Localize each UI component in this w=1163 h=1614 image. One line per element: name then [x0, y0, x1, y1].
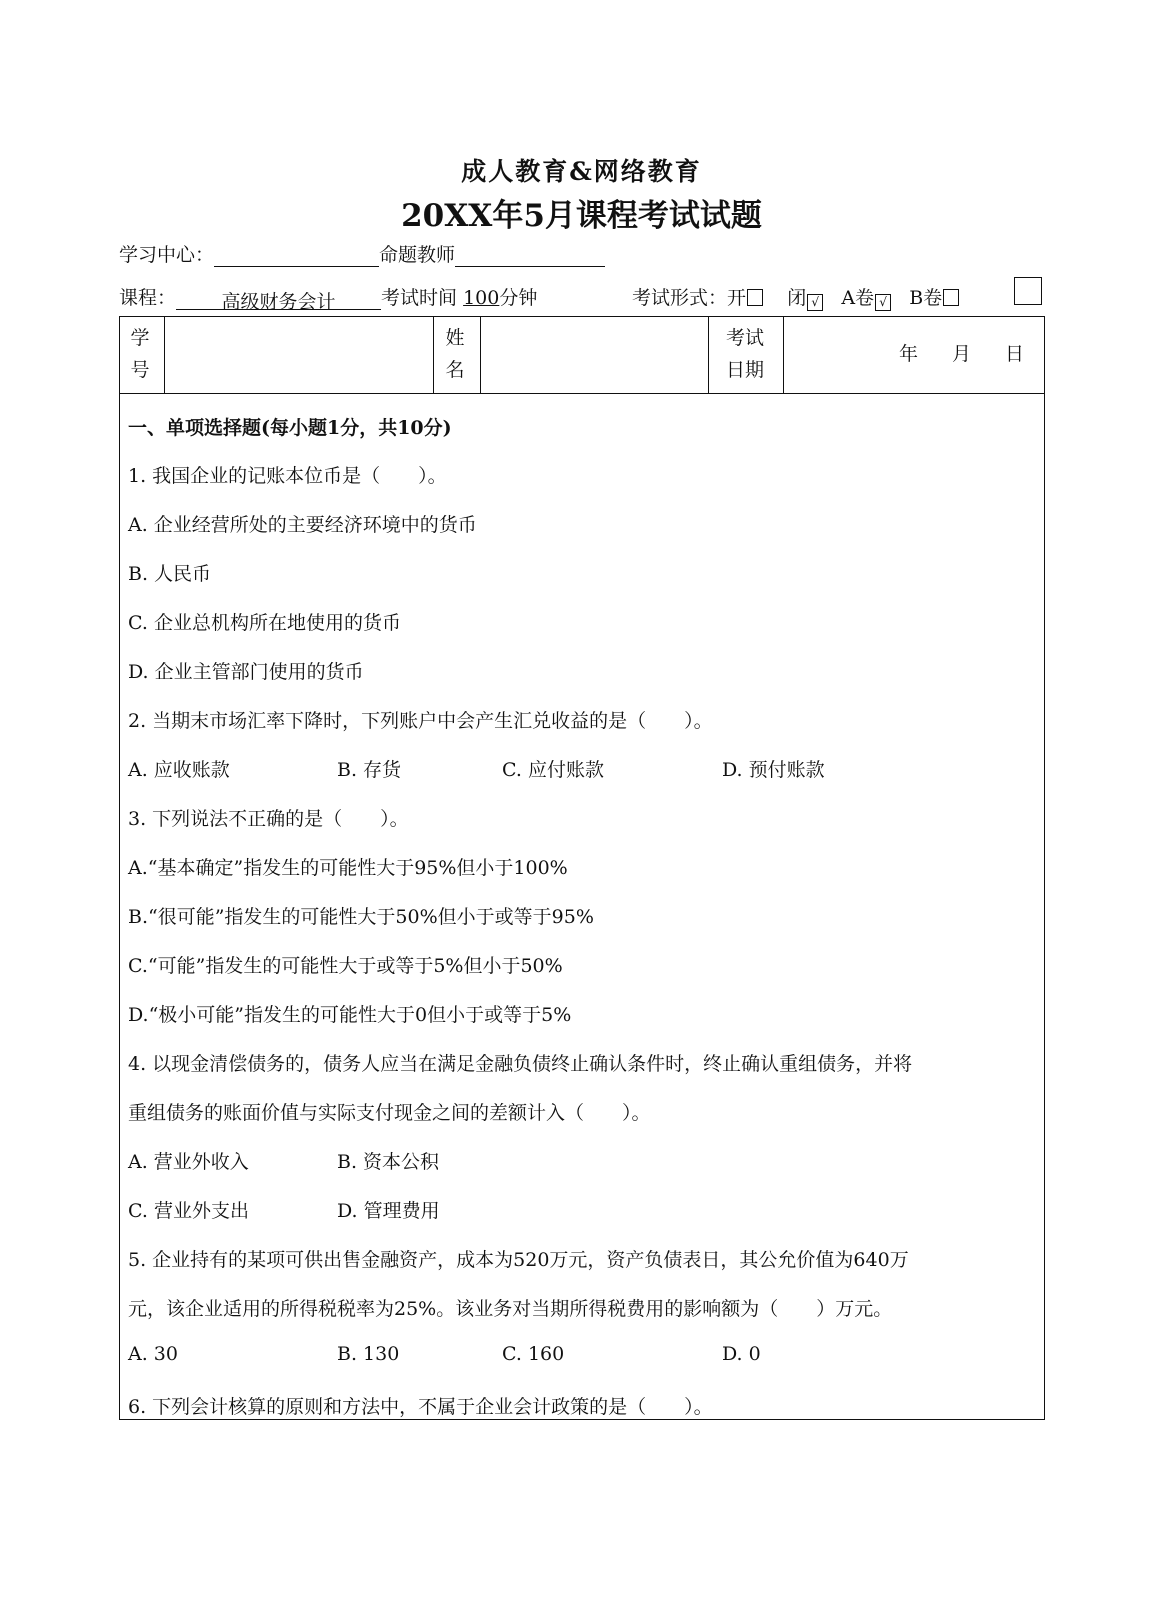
divider	[433, 317, 434, 393]
time-unit: 分钟	[499, 287, 538, 309]
course-name: 高级财务会计	[176, 287, 381, 310]
student-info-table	[119, 316, 1045, 394]
question-2: 2. 当期末市场汇率下降时，下列账户中会产生汇兑收益的是（ ）。	[128, 710, 713, 732]
question-4-line-2: 重组债务的账面价值与实际支付现金之间的差额计入（ ）。	[128, 1102, 651, 1124]
exam-title: 20XX年5月课程考试试题	[401, 198, 762, 234]
question-1: 1. 我国企业的记账本位币是（ ）。	[128, 465, 447, 487]
q4-option-c[interactable]: C. 营业外支出	[128, 1200, 249, 1222]
divider	[164, 317, 165, 393]
q1-option-d[interactable]: D. 企业主管部门使用的货币	[128, 661, 364, 683]
q2-option-b[interactable]: B. 存货	[337, 759, 402, 781]
paper-b-checkbox[interactable]	[943, 289, 959, 306]
q5-option-d[interactable]: D. 0	[722, 1343, 761, 1365]
question-4-line-1: 4. 以现金清偿债务的，债务人应当在满足金融负债终止确认条件时，终止确认重组债务，并将	[128, 1053, 913, 1075]
paper-b-label: B卷	[909, 287, 943, 309]
q3-option-c[interactable]: C.“可能”指发生的可能性大于或等于5%但小于50%	[128, 955, 563, 977]
q5-option-c[interactable]: C. 160	[502, 1343, 565, 1365]
course-label: 课程：	[119, 287, 177, 309]
open-checkbox[interactable]	[747, 289, 763, 306]
empty-box	[1014, 277, 1042, 305]
info-line-1	[119, 240, 605, 267]
divider	[708, 317, 709, 393]
name-label: 姓 名	[445, 327, 465, 381]
divider	[480, 317, 481, 393]
q4-option-d[interactable]: D. 管理费用	[337, 1200, 440, 1222]
exam-form	[632, 283, 959, 311]
q3-option-b[interactable]: B.“很可能”指发生的可能性大于50%但小于或等于95%	[128, 906, 594, 928]
paper-a-checkbox[interactable]: √	[875, 294, 891, 311]
time-label: 考试时间	[381, 287, 458, 309]
q3-option-d[interactable]: D.“极小可能”指发生的可能性大于0但小于或等于5%	[128, 1004, 572, 1026]
q1-option-c[interactable]: C. 企业总机构所在地使用的货币	[128, 612, 401, 634]
q5-option-b[interactable]: B. 130	[337, 1343, 400, 1365]
teacher-label: 命题教师	[379, 244, 456, 266]
q2-option-c[interactable]: C. 应付账款	[502, 759, 604, 781]
exam-date-field[interactable]: 年 月 日	[898, 343, 1024, 365]
question-5-line-1: 5. 企业持有的某项可供出售金融资产，成本为520万元，资产负债表日，其公允价值为640万	[128, 1249, 909, 1271]
question-3: 3. 下列说法不正确的是（ ）。	[128, 808, 409, 830]
student-id-label: 学 号	[130, 327, 150, 381]
q2-option-d[interactable]: D. 预付账款	[722, 759, 825, 781]
divider	[783, 317, 784, 393]
question-6: 6. 下列会计核算的原则和方法中，不属于企业会计政策的是（ ）。	[128, 1396, 713, 1418]
question-5-line-2: 元，该企业适用的所得税税率为25%。该业务对当期所得税费用的影响额为（ ）万元。	[128, 1298, 893, 1320]
institution-title: 成人教育&网络教育	[461, 157, 702, 186]
q2-option-a[interactable]: A. 应收账款	[128, 759, 230, 781]
name-field[interactable]	[482, 317, 707, 393]
closed-label: 闭	[787, 287, 807, 309]
exam-form-label: 考试形式：开	[632, 287, 747, 309]
q1-option-b[interactable]: B. 人民币	[128, 563, 212, 585]
learning-center-field[interactable]	[214, 244, 379, 267]
info-line-2	[119, 283, 538, 313]
exam-date-label: 考试 日期	[725, 327, 764, 381]
learning-center-label: 学习中心：	[119, 244, 215, 266]
q1-option-a[interactable]: A. 企业经营所处的主要经济环境中的货币	[128, 514, 477, 536]
time-value: 100	[463, 287, 500, 309]
teacher-field[interactable]	[455, 244, 605, 267]
closed-checkbox[interactable]: √	[807, 294, 823, 311]
q4-option-a[interactable]: A. 营业外收入	[128, 1151, 249, 1173]
student-id-field[interactable]	[166, 317, 432, 393]
section-title: 一、单项选择题(每小题1分，共10分)	[128, 417, 452, 439]
q4-option-b[interactable]: B. 资本公积	[337, 1151, 440, 1173]
q5-option-a[interactable]: A. 30	[128, 1343, 178, 1365]
paper-a-label: A卷	[841, 287, 875, 309]
q3-option-a[interactable]: A.“基本确定”指发生的可能性大于95%但小于100%	[128, 857, 568, 879]
